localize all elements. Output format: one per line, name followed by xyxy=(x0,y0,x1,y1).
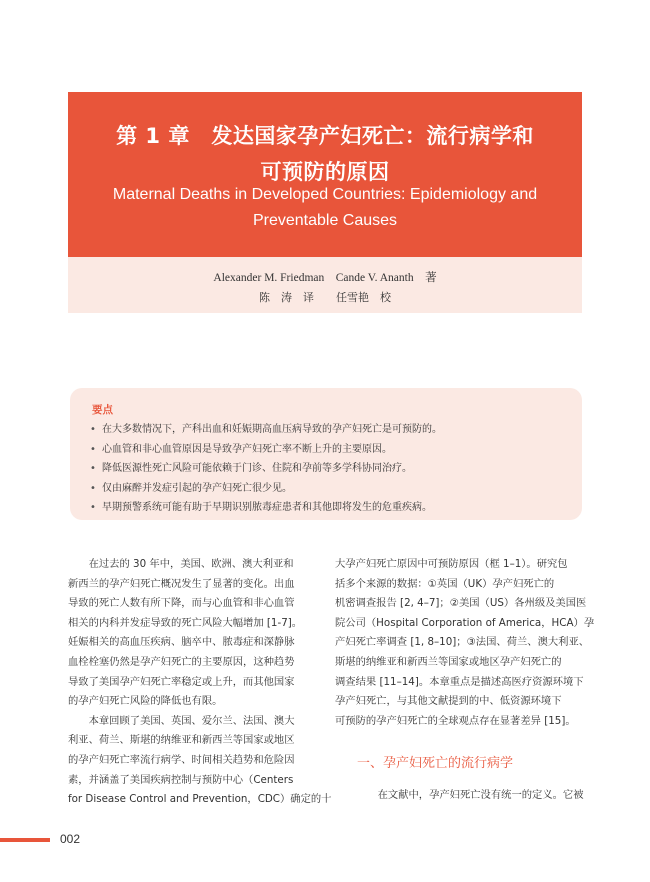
body-line: 的孕产妇死亡率流行病学、时间相关趋势和危险因 xyxy=(68,753,295,766)
key-point-text: 降低医源性死亡风险可能依赖于门诊、住院和孕前等多学科协同治疗。 xyxy=(102,463,412,474)
body-line: 的孕产妇死亡风险的降低也有限。 xyxy=(68,695,223,708)
chapter-title-banner xyxy=(68,92,582,257)
page-number: 002 xyxy=(60,832,81,846)
body-line: 本章回顾了美国、英国、爱尔兰、法国、澳大 xyxy=(68,714,295,727)
bullet-icon: • xyxy=(90,424,96,435)
section-first-line: 在文献中，孕产妇死亡没有统一的定义。它被 xyxy=(357,789,584,801)
body-line: 大孕产妇死亡原因中可预防原因（框 1–1）。研究包 xyxy=(335,558,568,570)
body-line: 血栓栓塞仍然是孕产妇死亡的主要原因，这种趋势 xyxy=(68,655,295,668)
key-point-item xyxy=(90,459,570,479)
key-point-item xyxy=(90,440,570,460)
body-line: 妊娠相关的高血压疾病、脑卒中、脓毒症和深静脉 xyxy=(68,636,295,649)
chapter-title-zh-line1: 第 1 章 发达国家孕产妇死亡：流行病学和 xyxy=(116,124,534,148)
body-right-column xyxy=(335,555,595,731)
body-line: 院公司（Hospital Corporation of America，HCA）孕 xyxy=(335,616,595,629)
body-line: 相关的内科并发症导致的死亡风险大幅增加 [1-7]。 xyxy=(68,616,303,629)
body-line: 利亚、荷兰、斯堪的纳维亚和新西兰等国家或地区 xyxy=(68,734,295,747)
key-points-list xyxy=(90,420,570,518)
author-band xyxy=(68,257,582,313)
body-line: 可预防的孕产妇死亡的全球观点存在显著差异 [15]。 xyxy=(335,714,576,727)
key-point-item xyxy=(90,420,570,440)
key-points-box xyxy=(70,388,582,520)
body-line: 产妇死亡率调查 [1, 8–10]；③法国、荷兰、澳大利亚、 xyxy=(335,636,590,649)
body-line: for Disease Control and Prevention，CDC）确定的十 xyxy=(68,793,332,806)
body-line: 括多个来源的数据：①英国（UK）孕产妇死亡的 xyxy=(335,577,555,590)
footer-accent-bar xyxy=(0,838,50,842)
body-line: 导致的死亡人数有所下降，而与心血管和非心血管 xyxy=(68,597,295,610)
section-heading: 一、孕产妇死亡的流行病学 xyxy=(357,756,514,771)
translators-line: 陈 涛 译 任雪艳 校 xyxy=(259,291,391,304)
key-point-text: 心血管和非心血管原因是导致孕产妇死亡率不断上升的主要原因。 xyxy=(102,443,392,455)
authors-line: Alexander M. Friedman Cande V. Ananth 著 xyxy=(213,272,437,284)
key-point-text: 在大多数情况下，产科出血和妊娠期高血压病导致的孕产妇死亡是可预防的。 xyxy=(102,424,442,435)
body-line: 孕产妇死亡，与其他文献提到的中、低资源环境下 xyxy=(335,695,562,708)
body-line: 机密调查报告 [2, 4–7]；②美国（US）各州级及美国医 xyxy=(335,597,587,610)
key-points-heading: 要点 xyxy=(92,404,113,416)
key-point-item xyxy=(90,479,570,499)
key-point-item xyxy=(90,498,570,518)
body-left-column xyxy=(68,555,332,810)
key-point-text: 早期预警系统可能有助于早期识别脓毒症患者和其他即将发生的危重疾病。 xyxy=(102,502,432,513)
body-line: 调查结果 [11–14]。本章重点是描述高医疗资源环境下 xyxy=(335,675,584,688)
body-line: 在过去的 30 年中，美国、欧洲、澳大利亚和 xyxy=(68,558,294,570)
body-line: 素，并涵盖了美国疾病控制与预防中心（Centers xyxy=(68,773,294,786)
chapter-title-en-line1: Maternal Deaths in Developed Countries: Epidemiology and xyxy=(112,186,538,203)
body-line: 新西兰的孕产妇死亡概况发生了显著的变化。出血 xyxy=(68,577,295,590)
bullet-icon: • xyxy=(90,463,96,474)
bullet-icon: • xyxy=(90,482,96,494)
key-point-text: 仅由麻醉并发症引起的孕产妇死亡很少见。 xyxy=(102,482,292,494)
bullet-icon: • xyxy=(90,502,96,513)
body-line: 导致了美国孕产妇死亡率稳定或上升，而其他国家 xyxy=(68,675,295,688)
body-line: 斯堪的纳维亚和新西兰等国家或地区孕产妇死亡的 xyxy=(335,655,562,668)
chapter-title-en-line2: Preventable Causes xyxy=(252,212,398,229)
bullet-icon: • xyxy=(90,443,96,455)
chapter-title-zh-line2: 可预防的原因 xyxy=(260,160,390,184)
